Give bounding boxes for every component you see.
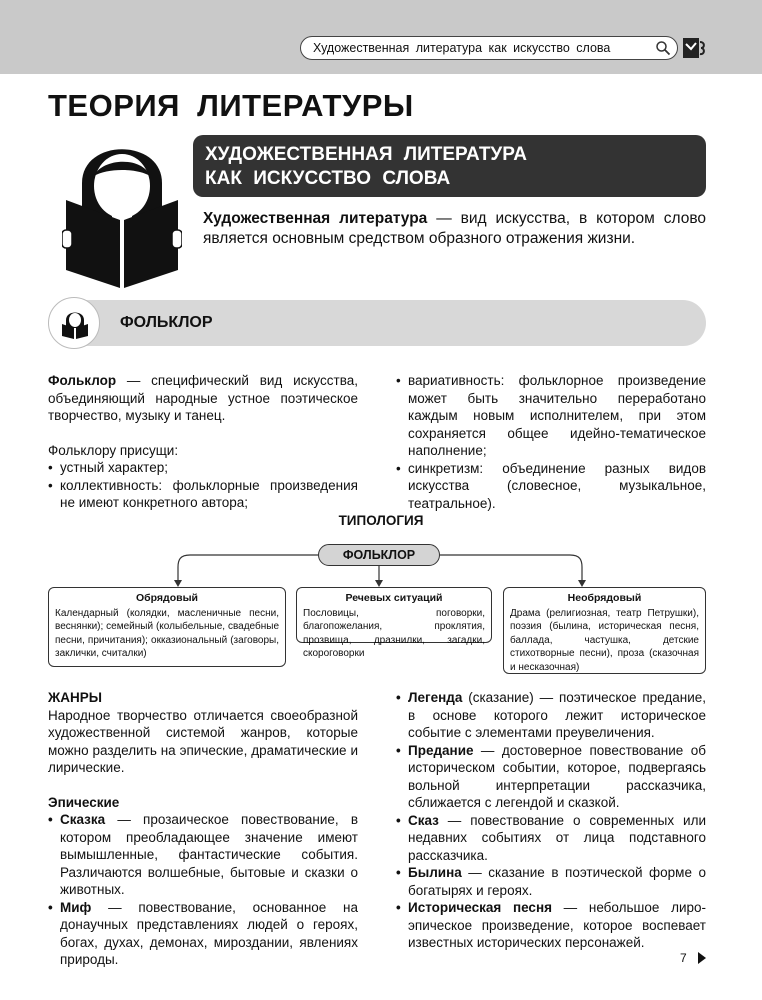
search-icon[interactable] xyxy=(655,40,671,56)
list-item xyxy=(48,899,358,969)
page-number: 7 xyxy=(680,951,687,965)
genre-text: — повествование, основанное на донаучных представлениях людей о героях, богах, духах, демонах, мироздании, явлениях природы. xyxy=(60,899,358,967)
section-banner xyxy=(193,135,706,197)
reading-person-small-icon xyxy=(61,309,89,339)
section-banner-line-2: КАК ИСКУССТВО СЛОВА xyxy=(205,168,451,189)
arrow-middle xyxy=(375,580,383,587)
genre-text: — небольшое лиро-эпическое произведение, которое воспевает известных исторических персонажей. xyxy=(408,900,707,950)
definition-term: Художественная литература xyxy=(203,210,428,227)
genre-term: Легенда xyxy=(408,690,463,705)
folklore-traits-list-2 xyxy=(396,372,706,512)
genre-term: Былина xyxy=(408,865,462,880)
next-page-arrow-icon[interactable] xyxy=(698,952,706,964)
arrow-right xyxy=(578,580,586,587)
epic-heading: Эпические xyxy=(48,794,120,810)
list-item: • вариативность: фольклорное произведение может быть значительно переработано каждым новым исполнителем, при этом сохраняется общее идейно-тематическое наполнение; xyxy=(396,372,706,460)
genres-left-column xyxy=(48,689,358,969)
arrow-left xyxy=(174,580,182,587)
folklore-term: Фольклор xyxy=(48,373,117,388)
genre-term: Сказка xyxy=(60,812,106,827)
list-item xyxy=(48,811,358,899)
search-field[interactable] xyxy=(300,36,678,60)
list-item xyxy=(396,899,706,952)
genres-heading: ЖАНРЫ xyxy=(48,690,102,705)
genres-left-list xyxy=(48,811,358,969)
top-bar xyxy=(0,0,762,74)
list-item xyxy=(396,742,706,812)
list-item: • устный характер; xyxy=(48,459,358,477)
folklore-right-column xyxy=(396,372,706,512)
connector-left xyxy=(178,555,318,582)
genre-text: (сказание) — поэтическое предание, в основе которого лежит историческое событие с элементами преувеличения. xyxy=(408,690,706,740)
reader-corner-icon xyxy=(683,38,707,58)
definition-text: — вид искусства, в котором слово является основным средством образного отражения жизни. xyxy=(203,210,707,247)
genre-text: — сказание в поэтической форме о богатырях и героях. xyxy=(408,865,706,898)
genres-intro: Народное творчество отличается своеобразной художественной системой жанров, которые можно разделить на эпические, драматические и лирические. xyxy=(48,707,358,775)
list-item xyxy=(396,864,706,899)
typology-box-text: Драма (религиозная, театр Петрушки), поэзия (былина, историческая песня, баллада, частушка, детские стихотворные песни), проза (сказочная и несказочная) xyxy=(510,607,699,673)
typology-title: ТИПОЛОГИЯ xyxy=(338,513,424,528)
connector-right xyxy=(440,555,582,582)
typology-box-title: Обрядовый xyxy=(135,592,198,604)
typology-box-text: Календарный (колядки, масленичные песни, веснянки); семейный (колыбельные, свадебные песни, причитания); окказиональный (заговоры, заклички, считалки) xyxy=(55,607,279,659)
definition-paragraph xyxy=(203,209,706,249)
search-text: Художественная литература как искусство слова xyxy=(313,41,611,55)
genre-term: Сказ xyxy=(408,812,439,828)
list-item: • коллективность: фольклорные произведения не имеют конкретного автора; xyxy=(48,477,358,512)
list-item xyxy=(396,689,706,742)
page-title: ТЕОРИЯ ЛИТЕРАТУРЫ xyxy=(48,88,414,123)
folklore-definition xyxy=(48,372,358,425)
typology-box-title: Речевых ситуаций xyxy=(345,592,443,604)
folklore-definition-text: — специфический вид искусства, объединяющий народные устное поэтическое творчество, музыку и танец. xyxy=(48,373,358,423)
folklore-section-title: ФОЛЬКЛОР xyxy=(120,314,213,331)
typology-root-node: ФОЛЬКЛОР xyxy=(318,544,440,566)
genre-text: — повествование о современных или недавних событиях от лица подставного рассказчика. xyxy=(408,812,706,863)
folklore-traits-list xyxy=(48,459,358,512)
typology-box-text: Пословицы, поговорки, благопожелания, проклятия, прозвища, дразнилки, загадки, скороговорки xyxy=(303,607,485,659)
folklore-intro: Фольклору присущи: xyxy=(48,442,179,458)
folklore-left-column xyxy=(48,372,358,512)
genres-right-list xyxy=(396,689,706,952)
typology-box-title: Необрядовый xyxy=(567,592,642,604)
section-banner-line-1: ХУДОЖЕСТВЕННАЯ ЛИТЕРАТУРА xyxy=(205,144,527,165)
list-item: • синкретизм: объединение разных видов искусства (словесное, музыкальное, театральное). xyxy=(396,460,706,513)
list-item xyxy=(396,812,706,865)
typology-box-ritual xyxy=(48,587,286,667)
genre-term: Историческая песня xyxy=(408,900,552,915)
folklore-badge xyxy=(48,297,100,349)
reading-person-icon xyxy=(62,128,182,288)
genre-text: — достоверное повествование об историческом событии, которое, подвергаясь вольной интерпретации рассказчика, сближается с легендой и сказкой. xyxy=(408,742,706,810)
typology-box-speech xyxy=(296,587,492,659)
genre-term: Миф xyxy=(60,899,92,915)
genres-right-column xyxy=(396,689,706,952)
genre-text: — прозаическое повествование, в котором преобладающее значение имеют вымышленные, фантастические события. Различаются волшебные, бытовые и сказки о животных. xyxy=(60,812,358,897)
genre-term: Предание xyxy=(408,742,474,758)
typology-box-nonritual xyxy=(503,587,706,674)
